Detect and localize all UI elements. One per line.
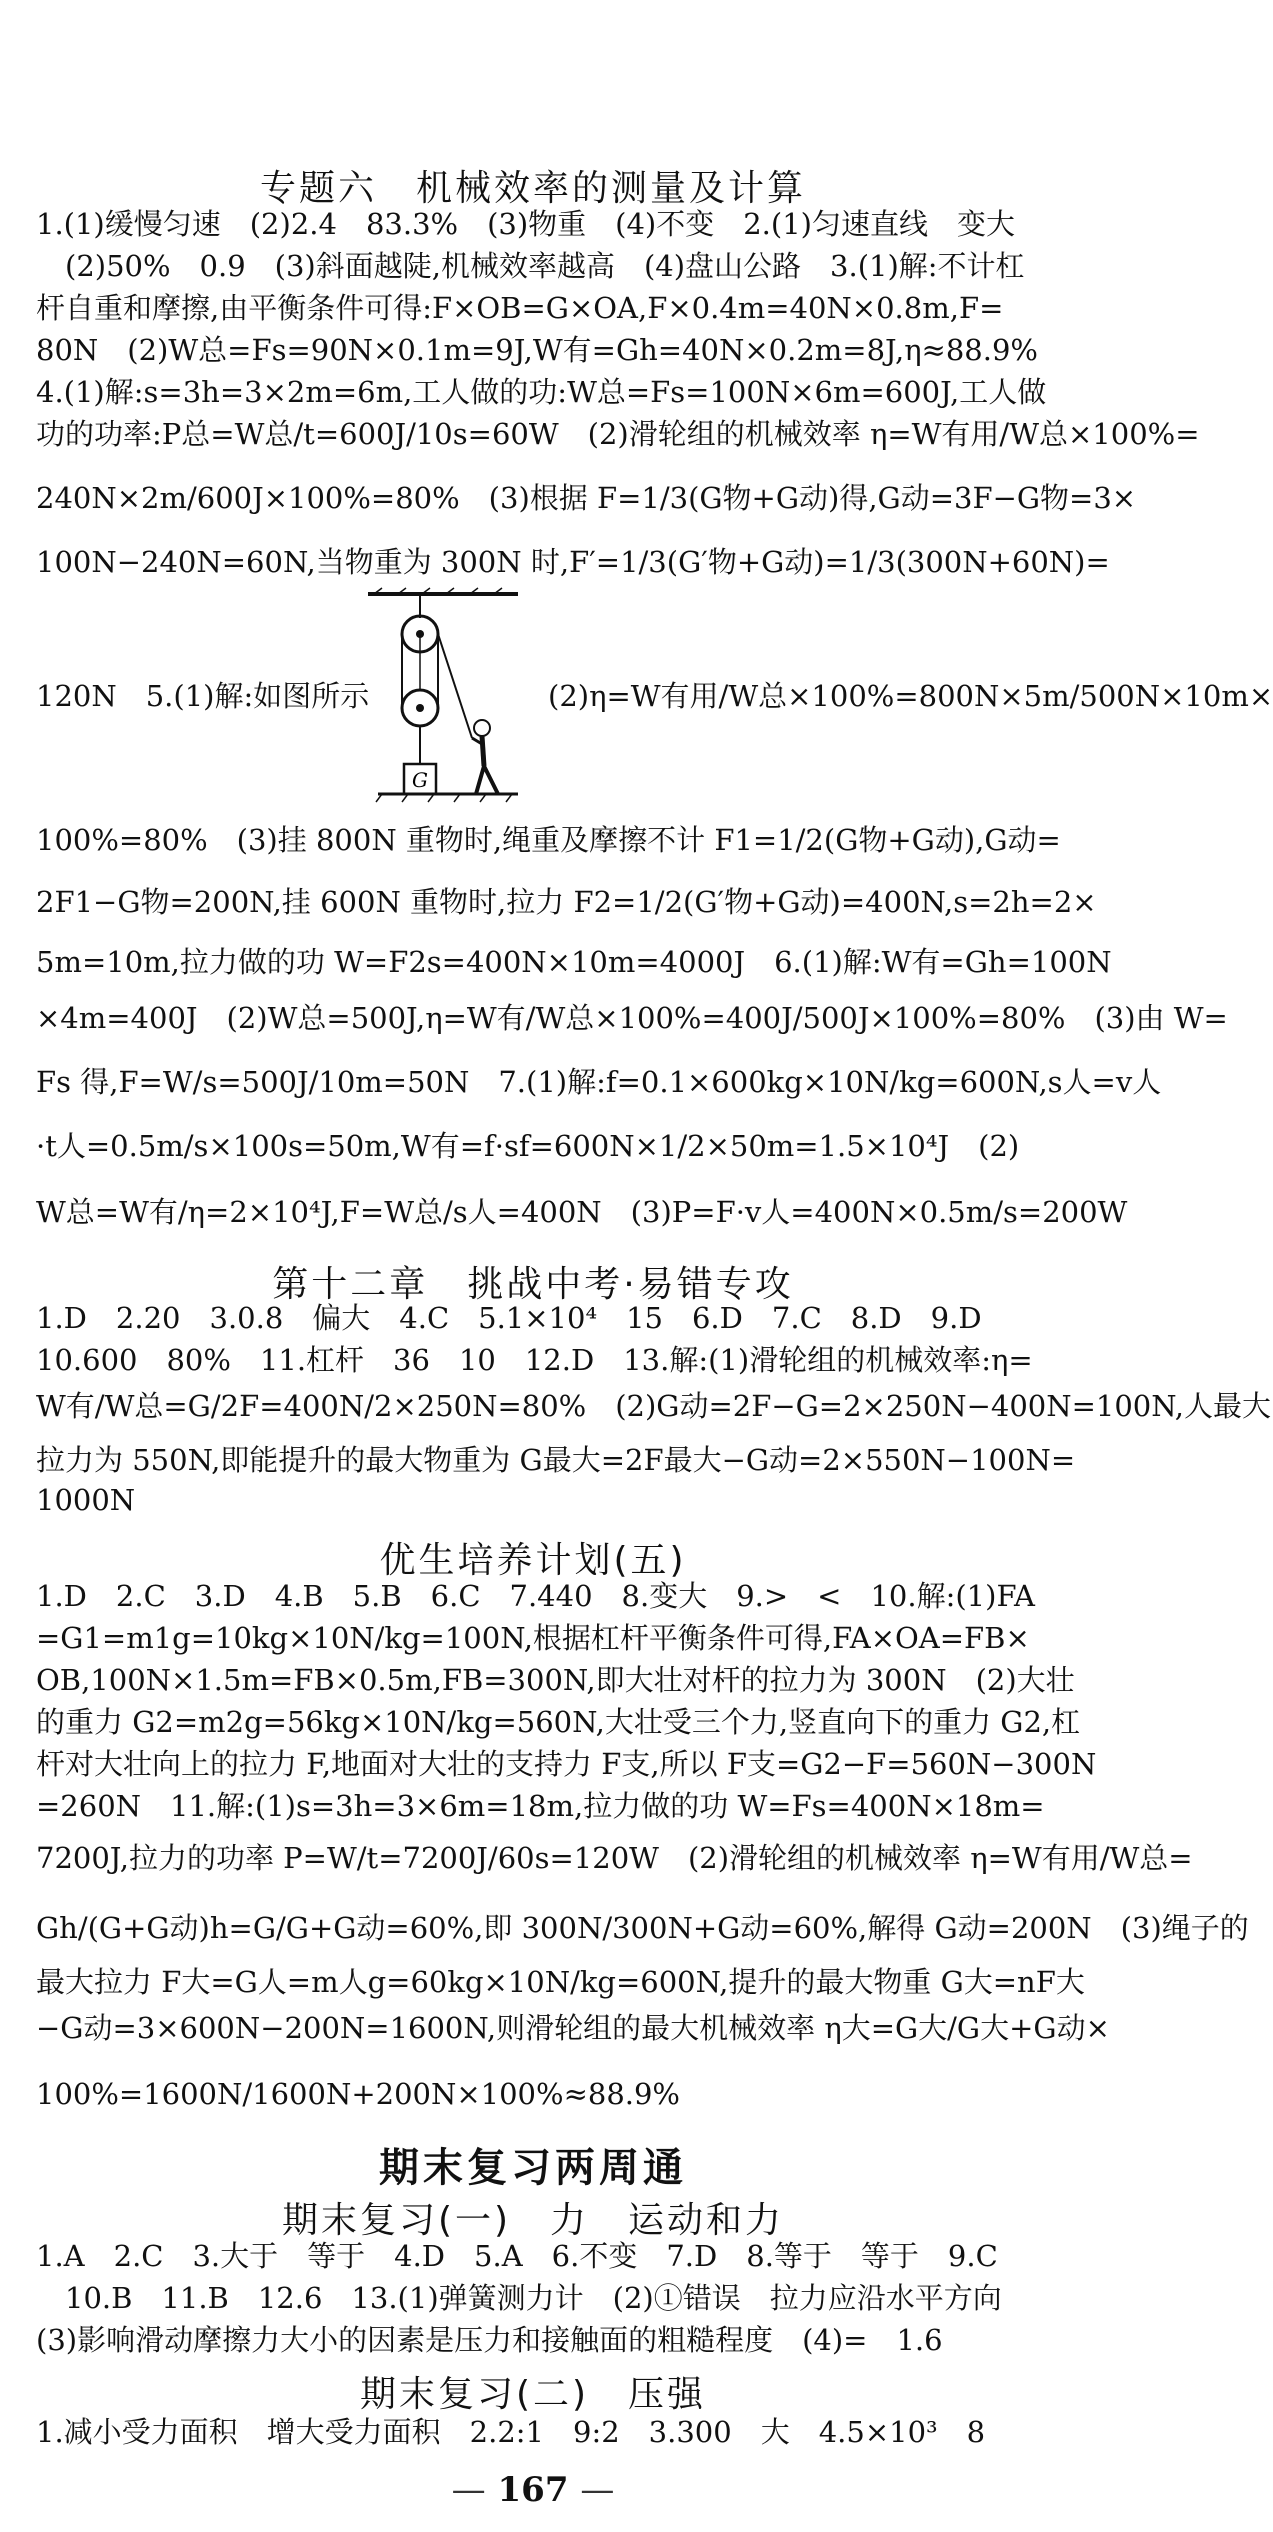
text-line: 4.(1)解:s=3h=3×2m=6m,工人做的功:W总=Fs=100N×6m=600J,工人做 — [36, 375, 1047, 409]
text-line: 10.B 11.B 12.6 13.(1)弹簧测力计 (2)①错误 拉力应沿水平方向 — [36, 2281, 1002, 2315]
text-line: 1.(1)缓慢匀速 (2)2.4 83.3% (3)物重 (4)不变 2.(1)匀速直线 变大 — [36, 207, 1015, 241]
text-line: 杆自重和摩擦,由平衡条件可得:F×OB=G×OA,F×0.4m=40N×0.8m,F= — [36, 291, 1004, 325]
page-number-dash-left: — — [451, 2470, 486, 2510]
text-line: ×4m=400J (2)W总=500J,η=W有/W总×100%=400J/500J×100%=80% (3)由 W= — [36, 1001, 1228, 1035]
text-line: 功的功率:P总=W总/t=600J/10s=60W (2)滑轮组的机械效率 η=W有用/W总×100%= — [36, 417, 1200, 451]
text-line: OB,100N×1.5m=FB×0.5m,FB=300N,即大壮对杆的拉力为 300N (2)大壮 — [36, 1663, 1075, 1697]
section-title-final1: 期末复习(一) 力 运动和力 — [281, 2200, 785, 2241]
text-line: 2F1−G物=200N,挂 600N 重物时,拉力 F2=1/2(G′物+G动)=400N,s=2h=2× — [36, 885, 1097, 919]
text-line: (2)η=W有用/W总×100%=800N×5m/500N×10m× — [548, 679, 1273, 713]
text-line: 1.A 2.C 3.大于 等于 4.D 5.A 6.不变 7.D 8.等于 等于 9.C — [36, 2239, 998, 2273]
text-line: 5m=10m,拉力做的功 W=F2s=400N×10m=4000J 6.(1)解:W有=Gh=100N — [36, 945, 1112, 979]
text-line: 1000N — [36, 1483, 136, 1517]
page-number-value: 167 — [497, 2470, 569, 2510]
text-line: 最大拉力 F大=G人=m人g=60kg×10N/kg=600N,提升的最大物重 G大=nF大 — [36, 1965, 1085, 1999]
text-line: (2)50% 0.9 (3)斜面越陡,机械效率越高 (4)盘山公路 3.(1)解:不计杠 — [36, 249, 1025, 283]
text-line: W有/W总=G/2F=400N/2×250N=80% (2)G动=2F−G=2×250N−400N=100N,人最大 — [36, 1389, 1271, 1423]
text-line: 1.D 2.C 3.D 4.B 5.B 6.C 7.440 8.变大 9.> < 10.解:(1)FA — [36, 1579, 1035, 1613]
text-line: 120N 5.(1)解:如图所示 — [36, 679, 370, 713]
page-number — [0, 2470, 1066, 2510]
section-title-ch12: 第十二章 挑战中考·易错专攻 — [272, 1264, 794, 1305]
text-line: 1.D 2.20 3.0.8 偏大 4.C 5.1×10⁴ 15 6.D 7.C 8.D 9.D — [36, 1301, 982, 1335]
block-label: G — [412, 768, 428, 792]
text-line: Fs 得,F=W/s=500J/10m=50N 7.(1)解:f=0.1×600kg×10N/kg=600N,s人=v人 — [36, 1065, 1162, 1099]
text-line: =260N 11.解:(1)s=3h=3×6m=18m,拉力做的功 W=Fs=400N×18m= — [36, 1789, 1045, 1823]
text-line: W总=W有/η=2×10⁴J,F=W总/s人=400N (3)P=F·v人=400N×0.5m/s=200W — [36, 1195, 1128, 1229]
text-line: 100%=80% (3)挂 800N 重物时,绳重及摩擦不计 F1=1/2(G物+G动),G动= — [36, 823, 1061, 857]
text-line: 10.600 80% 11.杠杆 36 10 12.D 13.解:(1)滑轮组的机械效率:η= — [36, 1343, 1033, 1377]
text-line: 240N×2m/600J×100%=80% (3)根据 F=1/3(G物+G动)得,G动=3F−G物=3× — [36, 481, 1137, 515]
text-line: 100%=1600N/1600N+200N×100%≈88.9% — [36, 2077, 680, 2111]
text-line: 的重力 G2=m2g=56kg×10N/kg=560N,大壮受三个力,竖直向下的重力 G2,杠 — [36, 1705, 1081, 1739]
text-line: 拉力为 550N,即能提升的最大物重为 G最大=2F最大−G动=2×550N−100N= — [36, 1443, 1076, 1477]
text-line: Gh/(G+G动)h=G/G+G动=60%,即 300N/300N+G动=60%,解得 G动=200N (3)绳子的 — [36, 1911, 1249, 1945]
section-title-final2: 期末复习(二) 压强 — [359, 2374, 707, 2415]
text-line: 100N−240N=60N,当物重为 300N 时,F′=1/3(G′物+G动)=1/3(300N+60N)= — [36, 545, 1110, 579]
text-line: −G动=3×600N−200N=1600N,则滑轮组的最大机械效率 η大=G大/G大+G动× — [36, 2011, 1110, 2045]
section-title-yousheng: 优生培养计划(五) — [379, 1540, 687, 1581]
text-line: (3)影响滑动摩擦力大小的因素是压力和接触面的粗糙程度 (4)= 1.6 — [36, 2323, 943, 2357]
text-line: 7200J,拉力的功率 P=W/t=7200J/60s=120W (2)滑轮组的机械效率 η=W有用/W总= — [36, 1841, 1193, 1875]
text-line: 1.减小受力面积 增大受力面积 2.2:1 9:2 3.300 大 4.5×10³ 8 — [36, 2415, 986, 2449]
pulley-diagram — [368, 588, 518, 806]
page-number-dash-right: — — [580, 2470, 615, 2510]
text-line: =G1=m1g=10kg×10N/kg=100N,根据杠杆平衡条件可得,FA×OA=FB× — [36, 1621, 1030, 1655]
text-line: 杆对大壮向上的拉力 F,地面对大壮的支持力 F支,所以 F支=G2−F=560N−300N — [36, 1747, 1097, 1781]
section-title-topic6: 专题六 机械效率的测量及计算 — [259, 168, 806, 209]
text-line: 80N (2)W总=Fs=90N×0.1m=9J,W有=Gh=40N×0.2m=8J,η≈88.9% — [36, 333, 1038, 367]
section-title-final: 期末复习两周通 — [379, 2145, 687, 2191]
text-line: ·t人=0.5m/s×100s=50m,W有=f·sf=600N×1/2×50m=1.5×10⁴J (2) — [36, 1129, 1020, 1163]
